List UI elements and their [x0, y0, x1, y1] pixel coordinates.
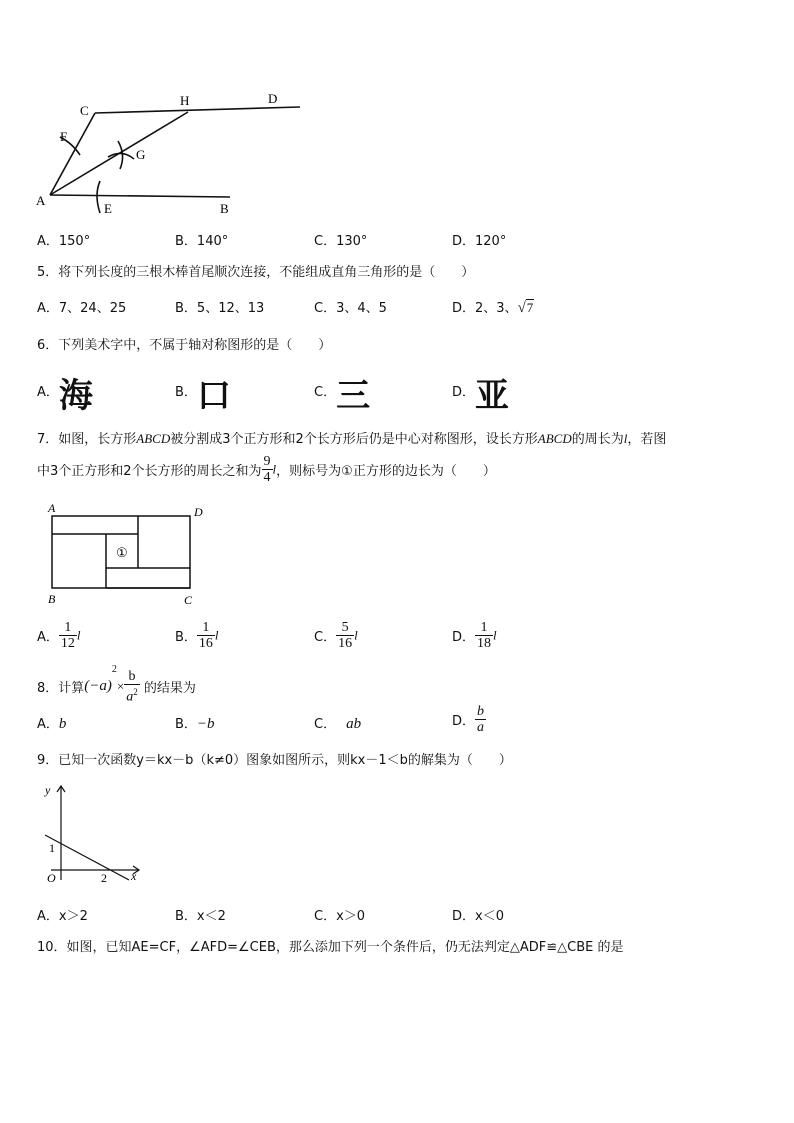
- q7-stem-line1: 7．如图，长方形ABCD被分割成3个正方形和2个长方形后仍是中心对称图形，设长方形ABCD的周长为l，若图: [37, 431, 667, 447]
- q9-stem: 9．已知一次函数y＝kx－b（k≠0）图象如图所示，则kx－1＜b的解集为（ ）: [37, 753, 512, 768]
- q9-option-d: D．x＜0: [452, 909, 504, 924]
- q7-option-d: D． $\frac{1}{18}$ l: [452, 620, 497, 651]
- line-ac: [50, 113, 95, 195]
- q9-graph: [35, 780, 145, 890]
- q5-option-d-prefix: D．2、3、: [452, 301, 518, 316]
- q6-option-c: C．三: [314, 376, 371, 416]
- function-line: [45, 835, 129, 880]
- label-d: D: [194, 505, 203, 519]
- label-c: C: [80, 103, 89, 118]
- q5-stem: 5．将下列长度的三根木棒首尾顺次连接，不能组成直角三角形的是（ ）: [37, 265, 475, 280]
- label-h: H: [180, 93, 190, 108]
- line-cd: [95, 107, 300, 113]
- label-b: B: [48, 592, 56, 606]
- q5-option-d: D．2、3、√7: [452, 300, 534, 316]
- q4-option-a: A．150°: [37, 234, 91, 249]
- q9-option-a: A．x＞2: [37, 909, 88, 924]
- tick-label-2: 2: [101, 871, 107, 885]
- label-a: A: [48, 501, 56, 515]
- q6-option-d: D．亚: [452, 376, 510, 416]
- q4-option-b: B．140°: [175, 234, 229, 249]
- q7-figure: [40, 500, 220, 610]
- q5-option-c: C．3、4、5: [314, 301, 387, 316]
- axis-label-y: y: [45, 783, 51, 797]
- label-square-1: ①: [116, 545, 128, 560]
- label-f: F: [60, 129, 68, 144]
- q4-option-c: C．130°: [314, 234, 368, 249]
- q5-option-b: B．5、12、13: [175, 301, 265, 316]
- label-b: B: [220, 201, 229, 216]
- q8-option-b: B．−b: [175, 716, 215, 732]
- q8-stem: 8．计算$(-a)^2\times$ $\frac{b}{a^2}$ 的结果为: [37, 664, 196, 705]
- q6-char-c: 三: [336, 376, 371, 416]
- label-c: C: [184, 593, 193, 607]
- q10-stem: 10．如图，已知AE=CF，∠AFD=∠CEB，那么添加下列一个条件后，仍无法判定△ADF≌△CBE 的是: [37, 940, 624, 955]
- tick-label-1: 1: [49, 841, 55, 855]
- label-a: A: [36, 193, 46, 208]
- q6-option-a: A．海: [37, 376, 93, 416]
- q9-option-b: B．x＜2: [175, 909, 226, 924]
- q7-option-c: C． $\frac{5}{16}$ l: [314, 620, 358, 651]
- q8-option-d: D． $\frac{b}{a}$: [452, 704, 485, 735]
- q6-char-a: 海: [58, 376, 93, 416]
- arc-e: [97, 181, 100, 213]
- q6-stem: 6．下列美术字中，不属于轴对称图形的是（ ）: [37, 338, 332, 353]
- q7-option-a: A． $\frac{1}{12}$ l: [37, 620, 81, 651]
- q7-stem-line2: 中3个正方形和2个长方形的周长之和为 $\frac{9}{4}$ l，则标号为①正方形的边长为（ ）: [37, 454, 496, 485]
- label-e: E: [104, 201, 112, 216]
- q6-option-b: B．口: [175, 376, 231, 416]
- label-g: G: [136, 147, 146, 162]
- q5-option-d-radicand: 7: [526, 300, 534, 315]
- q8-option-a: A．b: [37, 716, 67, 732]
- axis-label-x: x: [131, 869, 137, 883]
- q5-option-a: A．7、24、25: [37, 301, 127, 316]
- q9-option-c: C．x＞0: [314, 909, 366, 924]
- label-d: D: [268, 91, 278, 106]
- q4-option-d: D．120°: [452, 234, 507, 249]
- q6-char-d: 亚: [475, 376, 510, 416]
- line-ab: [50, 195, 230, 197]
- q6-char-b: 口: [196, 376, 231, 416]
- arc-g2: [118, 141, 123, 169]
- q8-option-c: C． ab: [314, 716, 362, 732]
- origin-label: O: [47, 871, 56, 885]
- q7-option-b: B． $\frac{1}{16}$ l: [175, 620, 219, 651]
- q7-stem-fraction: $\frac{9}{4}$: [263, 454, 271, 485]
- q4-figure: [30, 85, 310, 220]
